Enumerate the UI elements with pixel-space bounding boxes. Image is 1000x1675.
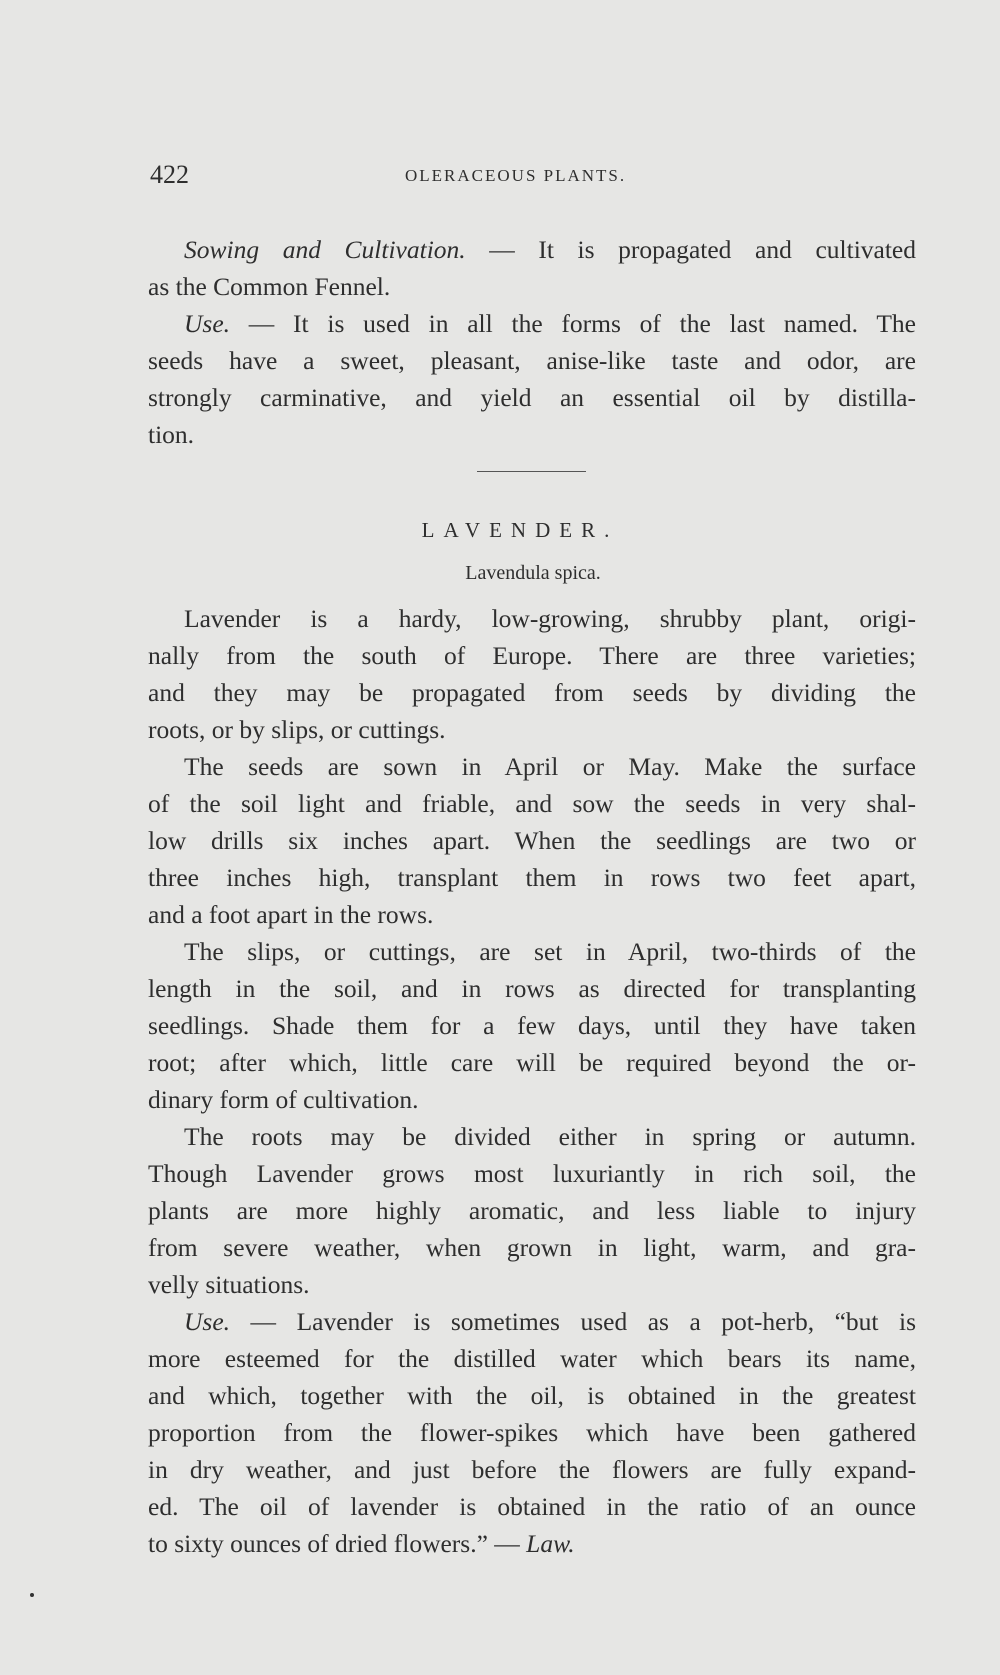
text-line — [148, 1525, 916, 1562]
text-line-content — [148, 822, 916, 859]
text-line-content — [148, 970, 916, 1007]
text-line — [148, 822, 916, 859]
line-text: strongly carminative, and yield an essential oil by distilla- — [148, 383, 916, 412]
text-line-content — [148, 379, 916, 416]
text-line-content — [148, 1266, 916, 1303]
section-subtitle: Lavendula spica. — [465, 562, 601, 584]
text-line — [148, 1266, 916, 1303]
text-line-content — [184, 1303, 916, 1340]
text-line-content — [148, 1192, 916, 1229]
line-text: three inches high, transplant them in rows two feet apart, — [148, 863, 916, 892]
text-line-content — [184, 1118, 916, 1155]
text-line-content — [148, 637, 916, 674]
line-text: — It is propagated and cultivated — [465, 235, 916, 264]
text-line — [148, 859, 916, 896]
section-lavender-text — [148, 600, 916, 1562]
line-text: — Lavender is sometimes used as a pot-herb, “but is — [230, 1307, 916, 1336]
text-line-content — [148, 1044, 916, 1081]
italic-text: Law. — [526, 1529, 575, 1558]
text-line — [148, 1192, 916, 1229]
text-line-content — [184, 305, 916, 342]
text-line — [148, 1118, 916, 1155]
line-text: as the Common Fennel. — [148, 272, 391, 301]
text-line — [148, 1414, 916, 1451]
text-line — [148, 1340, 916, 1377]
text-line — [148, 1229, 916, 1266]
italic-text: Use. — [184, 1307, 231, 1336]
text-line — [148, 1451, 916, 1488]
text-line — [148, 1081, 916, 1118]
section-title: LAVENDER. — [421, 518, 619, 542]
page-number: 422 — [150, 160, 189, 189]
text-line — [148, 231, 916, 268]
text-line — [148, 1007, 916, 1044]
text-line-content — [148, 342, 916, 379]
text-line — [148, 970, 916, 1007]
line-text: root; after which, little care will be required beyond the or- — [148, 1048, 916, 1077]
text-line-content — [148, 1377, 916, 1414]
italic-text: Use. — [184, 309, 231, 338]
line-text: The roots may be divided either in spring or autumn. — [184, 1122, 916, 1151]
text-line — [148, 305, 916, 342]
text-line-content — [148, 785, 916, 822]
text-line-content — [184, 933, 916, 970]
text-line-content — [184, 231, 916, 268]
line-text: to sixty ounces of dried flowers.” — — [148, 1529, 527, 1558]
line-text: seeds have a sweet, pleasant, anise-like taste and odor, are — [148, 346, 916, 375]
line-text: tion. — [148, 420, 195, 449]
line-text: — It is used in all the forms of the last named. The — [230, 309, 916, 338]
text-line — [148, 1155, 916, 1192]
text-line — [148, 637, 916, 674]
line-text: of the soil light and friable, and sow the seeds in very shal- — [148, 789, 916, 818]
text-line-content — [148, 1007, 916, 1044]
line-text: plants are more highly aromatic, and less liable to injury — [148, 1196, 916, 1225]
text-line — [148, 1303, 916, 1340]
text-line — [148, 674, 916, 711]
text-line-content — [148, 1414, 916, 1451]
line-text: proportion from the flower-spikes which have been gathered — [148, 1418, 916, 1447]
text-line — [148, 748, 916, 785]
text-line — [148, 342, 916, 379]
section-fennel-text — [148, 231, 916, 453]
text-line — [148, 600, 916, 637]
line-text: The slips, or cuttings, are set in April, two-thirds of the — [184, 937, 916, 966]
text-line-content — [184, 748, 916, 785]
line-text: roots, or by slips, or cuttings. — [148, 715, 446, 744]
running-head: OLERACEOUS PLANTS. — [405, 166, 627, 185]
line-text: from severe weather, when grown in light, warm, and gra- — [148, 1233, 916, 1262]
line-text: and they may be propagated from seeds by dividing the — [148, 678, 916, 707]
text-line — [148, 379, 916, 416]
line-text: Though Lavender grows most luxuriantly in rich soil, the — [148, 1159, 916, 1188]
line-text: ed. The oil of lavender is obtained in the ratio of an ounce — [148, 1492, 916, 1521]
text-line — [148, 1044, 916, 1081]
text-line — [148, 1377, 916, 1414]
text-line-content — [148, 268, 916, 305]
text-line — [148, 711, 916, 748]
line-text: and a foot apart in the rows. — [148, 900, 434, 929]
text-line-content — [148, 1525, 916, 1562]
line-text: seedlings. Shade them for a few days, until they have taken — [148, 1011, 916, 1040]
line-text: The seeds are sown in April or May. Make the surface — [184, 752, 916, 781]
text-line — [148, 1488, 916, 1525]
text-line-content — [148, 1229, 916, 1266]
text-line-content — [148, 711, 916, 748]
text-line-content — [148, 859, 916, 896]
text-line-content — [148, 1081, 916, 1118]
section-divider — [477, 471, 586, 472]
text-line — [148, 416, 916, 453]
text-line — [148, 268, 916, 305]
text-line-content — [148, 1340, 916, 1377]
line-text: more esteemed for the distilled water which bears its name, — [148, 1344, 916, 1373]
line-text: Lavender is a hardy, low-growing, shrubby plant, origi- — [184, 604, 916, 633]
text-line-content — [148, 416, 916, 453]
text-line-content — [148, 674, 916, 711]
text-line-content — [148, 1155, 916, 1192]
italic-text: Sowing and Cultivation. — [184, 235, 466, 264]
text-line-content — [148, 896, 916, 933]
text-line — [148, 933, 916, 970]
line-text: low drills six inches apart. When the seedlings are two or — [148, 826, 916, 855]
line-text: dinary form of cultivation. — [148, 1085, 419, 1114]
text-line-content — [148, 1451, 916, 1488]
line-text: velly situations. — [148, 1270, 310, 1299]
line-text: nally from the south of Europe. There are three varieties; — [148, 641, 916, 670]
text-line-content — [184, 600, 916, 637]
line-text: and which, together with the oil, is obtained in the greatest — [148, 1381, 916, 1410]
text-line — [148, 785, 916, 822]
page-speck — [30, 1593, 34, 1597]
line-text: in dry weather, and just before the flowers are fully expand- — [148, 1455, 916, 1484]
text-line-content — [148, 1488, 916, 1525]
text-line — [148, 896, 916, 933]
line-text: length in the soil, and in rows as directed for transplanting — [148, 974, 916, 1003]
